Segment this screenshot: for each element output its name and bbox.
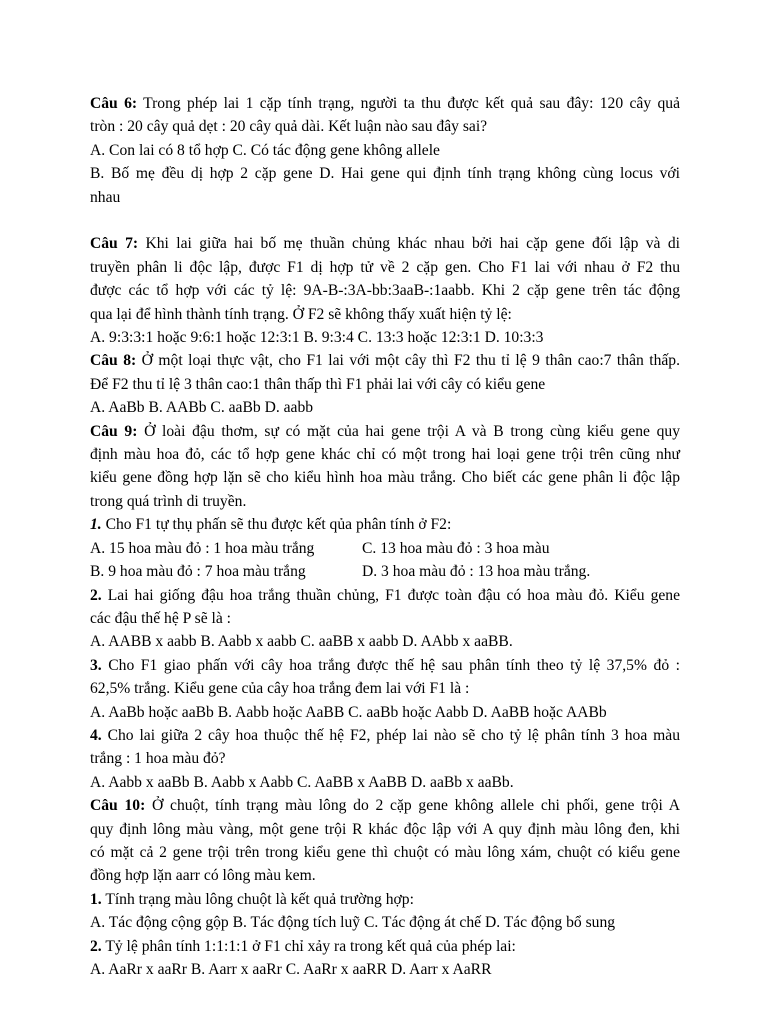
question-text-line: Câu 7: Khi lai giữa hai bố mẹ thuần chủng khác nhau bởi hai cặp gene đối lập và di bbox=[90, 235, 680, 253]
sub-question-2: 2. Tỷ lệ phân tính 1:1:1:1 ở F1 chỉ xảy ra trong kết quả của phép lai: bbox=[90, 937, 516, 955]
question-text-line: đồng hợp lặn aarr có lông màu kem. bbox=[90, 867, 316, 885]
question-text-line: Để F2 thu tỉ lệ 3 thân cao:1 thân thấp thì F1 phải lai với cây có kiểu gene bbox=[90, 375, 546, 393]
question-label: Câu 9: bbox=[90, 422, 138, 440]
question-label: Câu 8: bbox=[90, 352, 137, 370]
answer-options: A. AaBb hoặc aaBb B. Aabb hoặc AaBB C. aaBb hoặc Aabb D. AaBB hoặc AABb bbox=[90, 703, 607, 721]
question-label: Câu 10: bbox=[90, 797, 146, 815]
answer-options: A. AaBb B. AABb C. aaBb D. aabb bbox=[90, 399, 314, 417]
question-text-line: Câu 9: Ở loài đậu thơm, sự có mặt của hai gene trội A và B trong cùng kiểu gene quy bbox=[90, 422, 680, 440]
sub-question-number: 2. bbox=[90, 586, 102, 604]
question-7 bbox=[90, 232, 680, 349]
sub-question-number: 4. bbox=[90, 726, 102, 744]
question-text-line: trắng : 1 hoa màu đỏ? bbox=[90, 750, 226, 768]
option-b: B. 9 hoa màu đỏ : 7 hoa màu trắng bbox=[90, 563, 306, 581]
question-text-line: tròn : 20 cây quả dẹt : 20 cây quả dài. Kết luận nào sau đây sai? bbox=[90, 118, 488, 136]
sub-question-1: 1. Tính trạng màu lông chuột là kết quả trường hợp: bbox=[90, 890, 414, 908]
sub-question-3: 3. Cho F1 giao phấn với cây hoa trắng được thế hệ sau phân tính theo tỷ lệ 37,5% đỏ : bbox=[90, 656, 680, 674]
answer-options: A. Con lai có 8 tổ hợp C. Có tác động gene không allele bbox=[90, 141, 440, 159]
sub-question-1: 1. Cho F1 tự thụ phấn sẽ thu được kết qủa phân tính ở F2: bbox=[90, 516, 452, 534]
sub-question-number: 1. bbox=[90, 890, 102, 908]
answer-options bbox=[90, 537, 680, 560]
question-text-line: truyền phân li độc lập, được F1 dị hợp tử về 2 cặp gen. Cho F1 lai với nhau ở F2 thu bbox=[90, 258, 680, 276]
question-text-line: các đậu thế hệ P sẽ là : bbox=[90, 609, 232, 627]
question-text-line: 62,5% trắng. Kiểu gene của cây hoa trắng đem lai với F1 là : bbox=[90, 680, 470, 698]
answer-options: A. Tác động cộng gộp B. Tác động tích luỹ C. Tác động át chế D. Tác động bổ sung bbox=[90, 914, 616, 932]
question-6 bbox=[90, 92, 680, 209]
question-text-line: trong quá trình di truyền. bbox=[90, 492, 247, 510]
answer-options: A. 9:3:3:1 hoặc 9:6:1 hoặc 12:3:1 B. 9:3:4 C. 13:3 hoặc 12:3:1 D. 10:3:3 bbox=[90, 329, 544, 347]
sub-question-4: 4. Cho lai giữa 2 cây hoa thuộc thế hệ F2, phép lai nào sẽ cho tỷ lệ phân tính 3 hoa màu bbox=[90, 726, 680, 744]
answer-options: A. AABB x aabb B. Aabb x aabb C. aaBB x aabb D. AAbb x aaBB. bbox=[90, 633, 513, 651]
question-9 bbox=[90, 420, 680, 795]
option-c: C. 13 hoa màu đỏ : 3 hoa màu bbox=[362, 539, 550, 557]
sub-question-2: 2. Lai hai giống đậu hoa trắng thuần chủng, F1 được toàn đậu có hoa màu đỏ. Kiểu gene bbox=[90, 586, 680, 604]
answer-options: B. Bố mẹ đều dị hợp 2 cặp gene D. Hai gene qui định tính trạng không cùng locus với bbox=[90, 165, 680, 183]
sub-question-number: 2. bbox=[90, 937, 102, 955]
question-label: Câu 7: bbox=[90, 235, 139, 253]
question-text-line: Câu 10: Ở chuột, tính trạng màu lông do 2 cặp gene không allele chi phối, gene trội A bbox=[90, 797, 680, 815]
answer-options-cont: nhau bbox=[90, 188, 121, 206]
question-text-line: định màu hoa đỏ, các tổ hợp gene khác chỉ có một trong hai loại gene trội trên cũng như bbox=[90, 446, 680, 464]
question-text-line: được các tổ hợp với các tỷ lệ: 9A-B-:3A-bb:3aaB-:1aabb. Khi 2 cặp gene trên tác động bbox=[90, 282, 680, 300]
option-d: D. 3 hoa màu đỏ : 13 hoa màu trắng. bbox=[362, 563, 591, 581]
question-10 bbox=[90, 794, 680, 981]
question-text-line: Câu 6: Trong phép lai 1 cặp tính trạng, người ta thu được kết quả sau đây: 120 cây quả bbox=[90, 95, 680, 112]
answer-options: A. Aabb x aaBb B. Aabb x Aabb C. AaBB x AaBB D. aaBb x aaBb. bbox=[90, 773, 514, 791]
question-text-line: có mặt cả 2 gene trội trên trong kiểu gene thì chuột có màu lông xám, chuột có kiểu gene bbox=[90, 843, 680, 861]
sub-question-number: 1. bbox=[90, 516, 102, 534]
question-8 bbox=[90, 349, 680, 419]
question-label: Câu 6: bbox=[90, 95, 138, 112]
question-text-line: kiểu gene đồng hợp lặn sẽ cho kiểu hình hoa màu trắng. Cho biết các gene phân li độc lập bbox=[90, 469, 680, 487]
option-a: A. 15 hoa màu đỏ : 1 hoa màu trắng bbox=[90, 539, 315, 557]
answer-options: A. AaRr x aaRr B. Aarr x aaRr C. AaRr x aaRR D. Aarr x AaRR bbox=[90, 961, 492, 979]
question-text-line: qua lại để hình thành tính trạng. Ở F2 sẽ không thấy xuất hiện tỷ lệ: bbox=[90, 305, 512, 323]
answer-options bbox=[90, 560, 680, 583]
question-text-line: Câu 8: Ở một loại thực vật, cho F1 lai với một cây thì F2 thu tỉ lệ 9 thân cao:7 thân thấp. bbox=[90, 352, 680, 370]
blank-line bbox=[90, 209, 680, 232]
question-text-line: quy định lông màu vàng, một gene trội R khác độc lập với A quy định màu lông đen, khi bbox=[90, 820, 680, 838]
sub-question-number: 3. bbox=[90, 656, 102, 674]
